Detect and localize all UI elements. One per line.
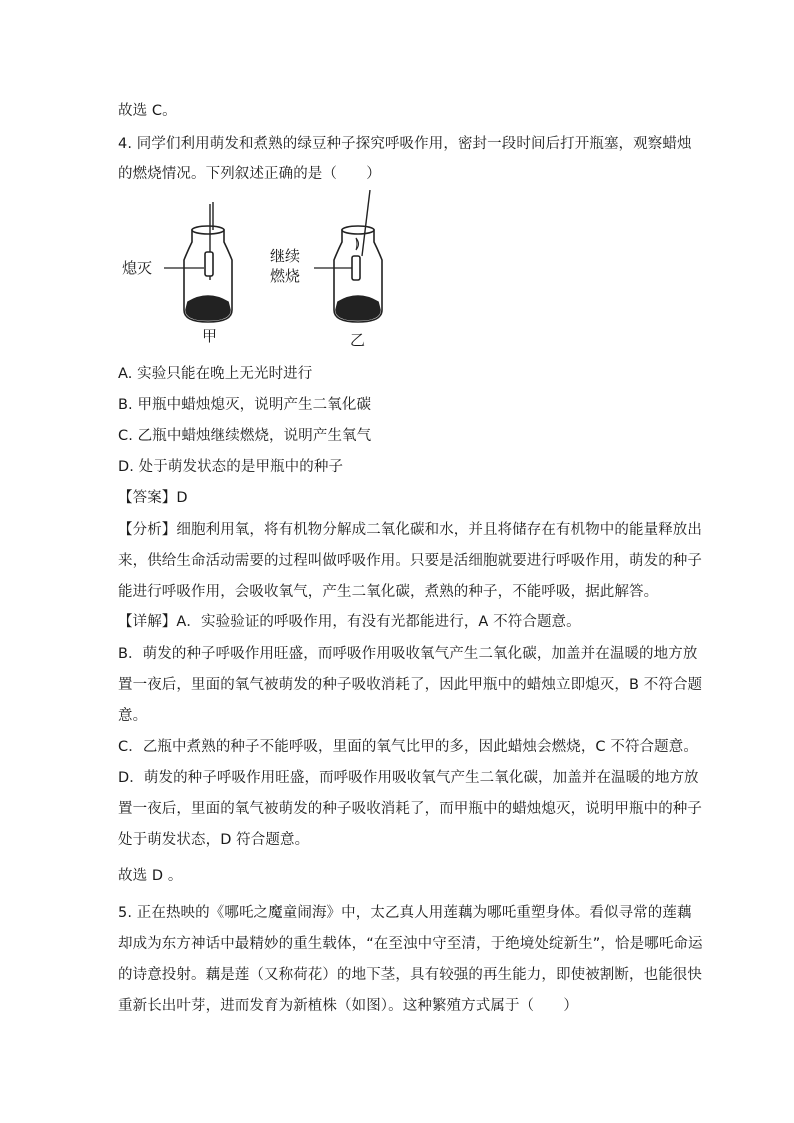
line-21: 却成为东方神话中最精妙的重生载体，“在至浊中守至清，于绝境处绽新生”，恰是哪吒命运 [118, 936, 703, 952]
line-13: 置一夜后，里面的氧气被萌发的种子吸收消耗了，因此甲瓶中的蜡烛立即熄灭，B 不符合题 [118, 677, 703, 693]
line-1: 4. 同学们利用萌发和煮熟的绿豆种子探究呼吸作用，密封一段时间后打开瓶塞，观察蜡烛 [118, 136, 692, 152]
jar-a [184, 202, 232, 322]
line-22: 的诗意投射。藕是莲（又称荷花）的地下茎，具有较强的再生能力，即使被割断，也能很快 [118, 967, 702, 983]
label-b-line2: 燃烧 [270, 267, 301, 285]
caption-jar-b: 乙 [350, 331, 366, 349]
line-15: C．乙瓶中煮熟的种子不能呼吸，里面的氧气比甲的多，因此蜡烛会燃烧，C 不符合题意。 [118, 739, 698, 755]
line-17: 置一夜后，里面的氧气被萌发的种子吸收消耗了，而甲瓶中的蜡烛熄灭，说明甲瓶中的种子 [118, 801, 702, 817]
line-12: B．萌发的种子呼吸作用旺盛，而呼吸作用吸收氧气产生二氧化碳，加盖并在温暖的地方放 [118, 646, 698, 662]
label-b-line1: 继续 [270, 247, 301, 265]
line-6: D. 处于萌发状态的是甲瓶中的种子 [118, 459, 344, 475]
line-2: 的燃烧情况。下列叙述正确的是（ ） [118, 166, 381, 182]
caption-jar-a: 甲 [202, 327, 218, 345]
label-a: 熄灭 [122, 259, 153, 277]
line-8: 【分析】细胞利用氧，将有机物分解成二氧化碳和水，并且将储存在有机物中的能量释放出 [118, 522, 702, 538]
line-19: 故选 D 。 [118, 868, 183, 884]
line-16: D．萌发的种子呼吸作用旺盛，而呼吸作用吸收氧气产生二氧化碳，加盖并在温暖的地方放 [118, 770, 699, 786]
line-20: 5. 正在热映的《哪吒之魔童闹海》中，太乙真人用莲藕为哪吒重塑身体。看似寻常的莲藕 [118, 905, 692, 921]
line-18: 处于萌发状态，D 符合题意。 [118, 832, 310, 848]
line-7: 【答案】D [118, 490, 188, 506]
line-3: A. 实验只能在晚上无光时进行 [118, 366, 313, 382]
line-14: 意。 [118, 708, 148, 724]
line-23: 重新长出叶芽，进而发育为新植株（如图）。这种繁殖方式属于（ ） [118, 998, 578, 1014]
jar-experiment-figure [118, 190, 418, 350]
line-4: B. 甲瓶中蜡烛熄灭，说明产生二氧化碳 [118, 397, 372, 413]
jar-b [334, 190, 382, 322]
line-0: 故选 C。 [118, 103, 177, 119]
line-10: 能进行呼吸作用，会吸收氧气，产生二氧化碳，煮熟的种子，不能呼吸，据此解答。 [118, 584, 659, 600]
line-5: C. 乙瓶中蜡烛继续燃烧，说明产生氧气 [118, 428, 372, 444]
line-9: 来，供给生命活动需要的过程叫做呼吸作用。只要是活细胞就要进行呼吸作用，萌发的种子 [118, 553, 702, 569]
line-11: 【详解】A．实验验证的呼吸作用，有没有光都能进行，A 不符合题意。 [118, 614, 581, 630]
